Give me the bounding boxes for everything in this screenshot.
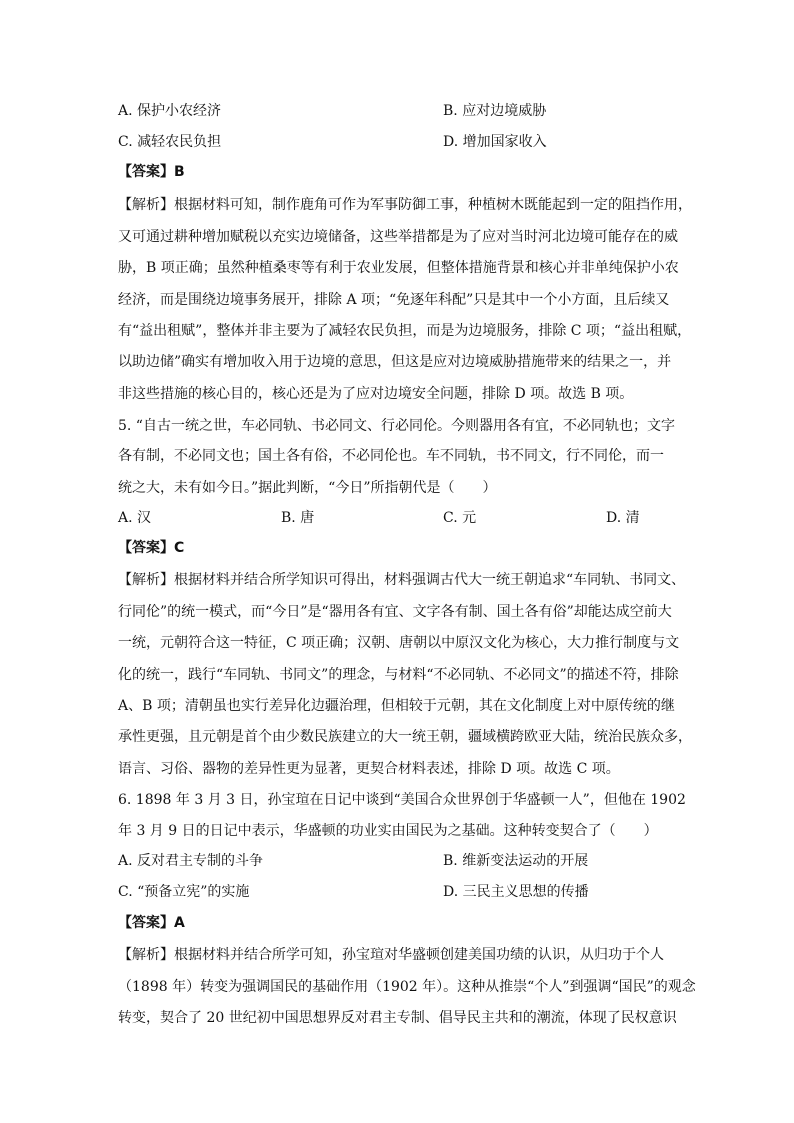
q5-stem-line: 5. “自古一统之世，车必同轨、书必同文、行必同伦。今则器用各有宜，不必同轨也；文字 <box>118 418 675 434</box>
q5-analysis-line: 行同伦”的统一模式，而“今日”是“器用各有宜、文字各有制、国土各有俗”却能达成空前大 <box>118 604 672 620</box>
q6-analysis-line: 【解析】根据材料并结合所学可知，孙宝瑄对华盛顿创建美国功绩的认识，从归功于个人 <box>118 947 664 963</box>
q5-option-c: C. 元 <box>443 510 477 526</box>
q4-option-d: D. 增加国家收入 <box>443 134 547 150</box>
q5-analysis-line: 化的统一，践行“车同轨、书同文”的理念，与材料“不必同轨、不必同文”的描述不符，排除 <box>118 667 679 683</box>
q5-answer: 【答案】C <box>118 540 185 556</box>
q6-option-d: D. 三民主义思想的传播 <box>443 884 589 900</box>
q4-analysis-line: 【解析】根据材料可知，制作鹿角可作为军事防御工事，种植树木既能起到一定的阻挡作用， <box>118 197 692 213</box>
q5-option-a: A. 汉 <box>118 510 152 526</box>
q4-analysis-line: 有“益出租赋”，整体并非主要为了减轻农民负担，而是为边境服务，排除 C 项；“益出租赋， <box>118 323 692 339</box>
q5-option-b: B. 唐 <box>281 510 315 526</box>
q5-stem-line: 各有制，不必同文也；国土各有俗，不必同伦也。车不同轨，书不同文，行不同伦，而一 <box>118 448 664 464</box>
q5-analysis-line: 语言、习俗、器物的差异性更为显著，更契合材料表述，排除 D 项。故选 C 项。 <box>118 761 620 777</box>
q4-answer: 【答案】B <box>118 164 185 180</box>
q5-analysis-line: 承性更强，且元朝是首个由少数民族建立的大一统王朝，疆域横跨欧亚大陆，统治民族众多， <box>118 729 692 745</box>
q6-option-b: B. 维新变法运动的开展 <box>443 853 589 869</box>
q5-analysis-line: 一统，元朝符合这一特征，C 项正确；汉朝、唐朝以中原汉文化为核心，大力推行制度与文 <box>118 635 680 651</box>
q5-option-d: D. 清 <box>606 510 640 526</box>
q4-option-a: A. 保护小农经济 <box>118 103 222 119</box>
q4-option-c: C. 减轻农民负担 <box>118 134 222 150</box>
q5-analysis-line: 【解析】根据材料并结合所学知识可得出，材料强调古代大一统王朝追求“车同轨、书同文、 <box>118 572 686 588</box>
q4-analysis-line: 胁，B 项正确；虽然种植桑枣等有利于农业发展，但整体措施背景和核心并非单纯保护小农 <box>118 260 679 276</box>
q6-analysis-line: 转变，契合了 20 世纪初中国思想界反对君主专制、倡导民主共和的潮流，体现了民权意识 <box>118 1010 677 1026</box>
q5-stem-line: 统之大，未有如今日。”据此判断，“今日”所指朝代是（ ） <box>118 480 497 496</box>
q6-option-a: A. 反对君主专制的斗争 <box>118 853 264 869</box>
q6-stem-line: 6. 1898 年 3 月 3 日，孙宝瑄在日记中谈到“美国合众世界创于华盛顿一人”，但他在 1902 <box>118 792 686 808</box>
q4-analysis-line: 非这些措施的核心目的，核心还是为了应对边境安全问题，排除 D 项。故选 B 项。 <box>118 386 634 402</box>
q6-answer: 【答案】A <box>118 915 185 931</box>
q4-analysis-line: 经济，而是围绕边境事务展开，排除 A 项；“免逐年科配”只是其中一个小方面，且后续又 <box>118 292 670 308</box>
q4-option-b: B. 应对边境威胁 <box>443 103 547 119</box>
q4-analysis-line: 又可通过耕种增加赋税以充实边境储备，这些举措都是为了应对当时河北边境可能存在的威 <box>118 229 678 245</box>
q4-analysis-line: 以助边储”确实有增加收入用于边境的意思，但这是应对边境威胁措施带来的结果之一，并 <box>118 354 672 370</box>
q6-analysis-line: （1898 年）转变为强调国民的基础作用（1902 年）。这种从推崇“个人”到强调“国民”的观念 <box>118 979 696 995</box>
q6-stem-line: 年 3 月 9 日的日记中表示，华盛顿的功业实由国民为之基础。这种转变契合了（ ） <box>118 823 658 839</box>
q5-analysis-line: A、B 项；清朝虽也实行差异化边疆治理，但相较于元朝，其在文化制度上对中原传统的继 <box>118 698 675 714</box>
q6-option-c: C. “预备立宪”的实施 <box>118 884 250 900</box>
